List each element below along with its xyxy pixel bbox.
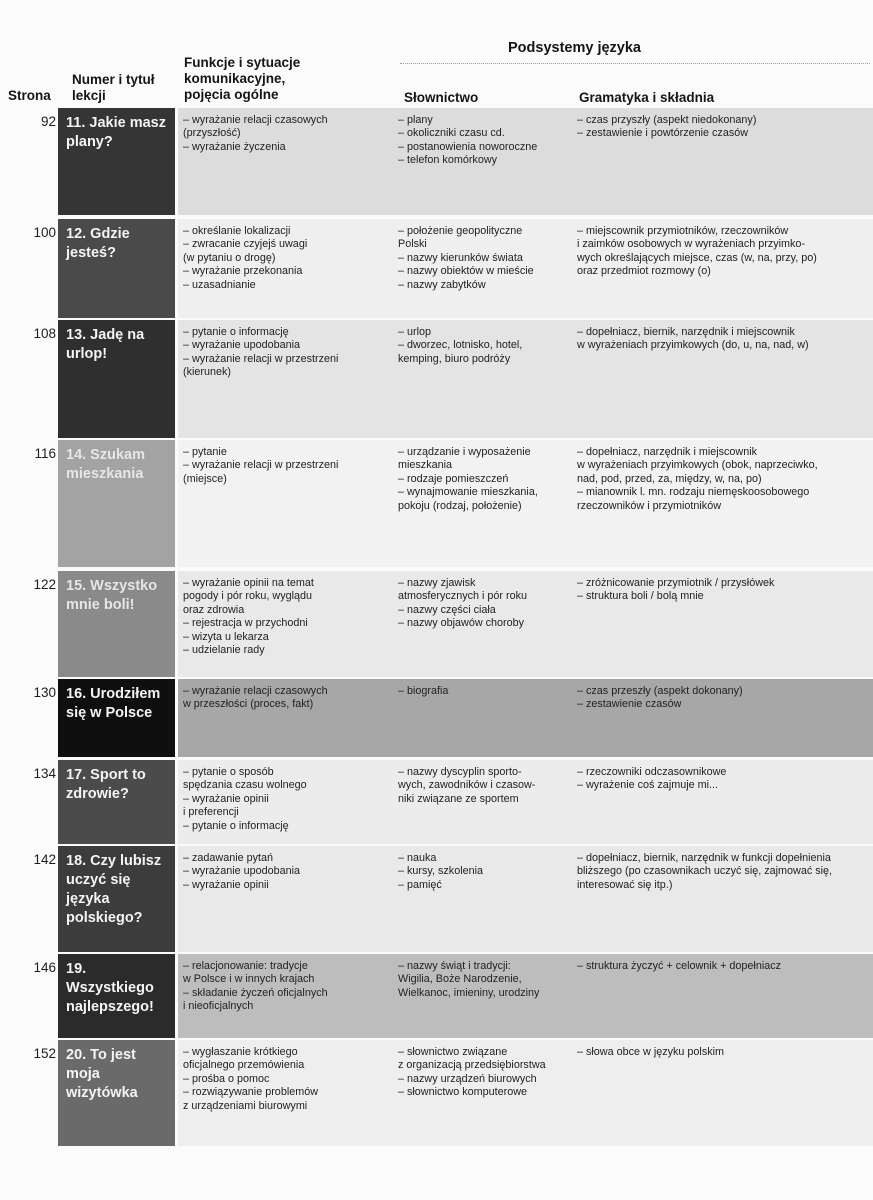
functions-cell: – zadawanie pytań – wyrażanie upodobania – wyrażanie opinii xyxy=(183,852,301,891)
header-lesson: Numer i tytuł lekcji xyxy=(72,72,155,103)
functions-cell: – wyrażanie relacji czasowych (przyszłość) – wyrażanie życzenia xyxy=(183,114,328,153)
lesson-title: 20. To jest moja wizytówka xyxy=(66,1047,138,1101)
vocabulary-cell: – urządzanie i wyposażenie mieszkania – rodzaje pomieszczeń – wynajmowanie mieszkania, pokoju (rodzaj, położenie) xyxy=(398,446,538,512)
lesson-cell xyxy=(58,219,175,318)
table-row xyxy=(0,440,873,567)
functions-cell: – wyrażanie opinii na temat pogody i pór roku, wyglądu oraz zdrowia – rejestracja w przychodni – wizyta u lekarza – udzielanie rady xyxy=(183,577,314,657)
header-divider xyxy=(400,63,870,64)
functions-cell: – pytanie – wyrażanie relacji w przestrzeni (miejsce) xyxy=(183,446,339,485)
table-row xyxy=(0,219,873,318)
table-row xyxy=(0,954,873,1038)
lesson-title: 13. Jadę na urlop! xyxy=(66,327,145,362)
lesson-title: 17. Sport to zdrowie? xyxy=(66,767,146,802)
lesson-title: 12. Gdzie jesteś? xyxy=(66,226,130,261)
grammar-cell: – dopełniacz, narzędnik i miejscownik w wyrażeniach przyimkowych (obok, naprzeciwko, nad, pod, przed, za, między, w, na, po) – mianownik l. mn. rodzaju niemęskoosobowego rzeczowników i przymiotników xyxy=(577,446,818,512)
header-grammar: Gramatyka i składnia xyxy=(579,90,715,105)
table-row xyxy=(0,679,873,757)
grammar-cell: – rzeczowniki odczasownikowe – wyrażenie coś zajmuje mi... xyxy=(577,766,727,792)
grammar-cell: – struktura życzyć + celownik + dopełniacz xyxy=(577,960,782,972)
functions-cell: – wygłaszanie krótkiego oficjalnego przemówienia – prośba o pomoc – rozwiązywanie problemów z urządzeniami biurowymi xyxy=(183,1046,319,1112)
functions-cell: – określanie lokalizacji – zwracanie czyjejś uwagi (w pytaniu o drogę) – wyrażanie przekonania – uzasadnianie xyxy=(183,225,308,291)
page-number: 134 xyxy=(33,766,56,781)
grammar-cell: – zróżnicowanie przymiotnik / przysłówek – struktura boli / bolą mnie xyxy=(577,577,775,603)
lesson-cell xyxy=(58,760,175,844)
page-number: 92 xyxy=(40,114,56,129)
functions-cell: – pytanie o sposób spędzania czasu wolnego – wyrażanie opinii i preferencji – pytanie o informację xyxy=(183,766,307,832)
functions-cell: – relacjonowanie: tradycje w Polsce i w innych krajach – składanie życzeń oficjalnych i nieoficjalnych xyxy=(183,960,328,1013)
functions-cell: – wyrażanie relacji czasowych w przeszłości (proces, fakt) xyxy=(183,685,328,711)
table-row xyxy=(0,571,873,677)
page-number: 100 xyxy=(33,225,56,240)
page-number: 146 xyxy=(33,960,56,975)
lesson-title: 11. Jakie masz plany? xyxy=(66,115,166,150)
lesson-cell xyxy=(58,846,175,952)
lesson-title: 15. Wszystko mnie boli! xyxy=(66,578,158,613)
lesson-cell xyxy=(58,108,175,215)
header-subsystems: Podsystemy języka xyxy=(508,40,641,56)
lesson-cell xyxy=(58,954,175,1038)
lesson-cell xyxy=(58,571,175,677)
vocabulary-cell: – nazwy dyscyplin sporto- wych, zawodników i czasow- niki związane ze sportem xyxy=(398,766,536,805)
grammar-cell: – miejscownik przymiotników, rzeczowników i zaimków osobowych w wyrażeniach przyimko- wych określających miejsce, czas (w, na, przy, po) oraz przedmiot rozmowy (o) xyxy=(577,225,817,278)
table-row xyxy=(0,760,873,844)
table-row xyxy=(0,108,873,215)
lesson-cell xyxy=(58,320,175,438)
header-vocab: Słownictwo xyxy=(404,90,479,105)
grammar-cell: – dopełniacz, biernik, narzędnik i miejscownik w wyrażeniach przyimkowych (do, u, na, nad, w) xyxy=(577,326,809,352)
lesson-title: 14. Szukam mieszkania xyxy=(66,447,145,482)
table-row xyxy=(0,320,873,438)
lesson-cell xyxy=(58,1040,175,1146)
lesson-title: 18. Czy lubisz uczyć się języka polskiego? xyxy=(66,853,162,926)
grammar-cell: – dopełniacz, biernik, narzędnik w funkcji dopełnienia bliższego (po czasownikach uczyć się, zajmować się, interesować się itp.) xyxy=(577,852,833,891)
vocabulary-cell: – nauka – kursy, szkolenia – pamięć xyxy=(398,852,484,891)
vocabulary-cell: – biografia xyxy=(398,685,449,697)
page-number: 116 xyxy=(34,446,56,461)
vocabulary-cell: – plany – okoliczniki czasu cd. – postanowienia noworoczne – telefon komórkowy xyxy=(398,114,538,167)
grammar-cell: – słowa obce w języku polskim xyxy=(577,1046,725,1058)
vocabulary-cell: – nazwy świąt i tradycji: Wigilia, Boże Narodzenie, Wielkanoc, imieniny, urodziny xyxy=(398,960,540,999)
table-row xyxy=(0,846,873,952)
header-page: Strona xyxy=(8,88,51,103)
vocabulary-cell: – położenie geopolityczne Polski – nazwy kierunków świata – nazwy obiektów w mieście – nazwy zabytków xyxy=(398,225,534,291)
table-row xyxy=(0,1040,873,1146)
vocabulary-cell: – nazwy zjawisk atmosferycznych i pór roku – nazwy części ciała – nazwy objawów choroby xyxy=(398,577,528,630)
lesson-title: 19. Wszystkiego najlepszego! xyxy=(66,961,154,1015)
vocabulary-cell: – urlop – dworzec, lotnisko, hotel, kemping, biuro podróży xyxy=(398,326,523,365)
lesson-cell xyxy=(58,679,175,757)
page-number: 152 xyxy=(33,1046,56,1061)
page-number: 142 xyxy=(33,852,56,867)
page-number: 122 xyxy=(33,577,56,592)
vocabulary-cell: – słownictwo związane z organizacją przedsiębiorstwa – nazwy urządzeń biurowych – słownictwo komputerowe xyxy=(398,1046,546,1099)
page-number: 108 xyxy=(33,326,56,341)
page-number: 130 xyxy=(33,685,56,700)
lesson-cell xyxy=(58,440,175,567)
header-functions: Funkcje i sytuacje komunikacyjne, pojęcia ogólne xyxy=(184,55,301,102)
grammar-cell: – czas przyszły (aspekt niedokonany) – zestawienie i powtórzenie czasów xyxy=(577,114,757,140)
lesson-title: 16. Urodziłem się w Polsce xyxy=(66,686,161,721)
functions-cell: – pytanie o informację – wyrażanie upodobania – wyrażanie relacji w przestrzeni (kierunek) xyxy=(183,326,339,379)
grammar-cell: – czas przeszły (aspekt dokonany) – zestawienie czasów xyxy=(577,685,743,711)
